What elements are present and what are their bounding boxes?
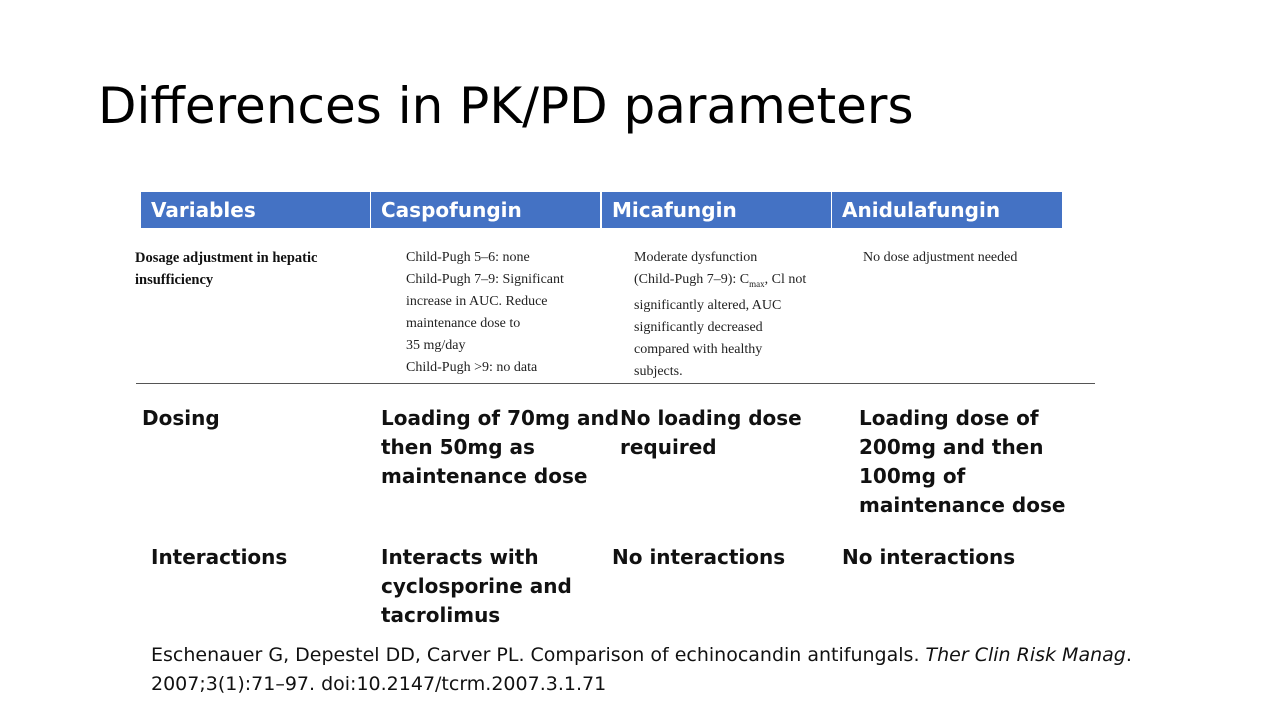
hepatic-anidulafungin: No dose adjustment needed [863, 250, 1018, 265]
dosing-row-label: Dosing [142, 406, 220, 430]
header-variables [141, 192, 370, 228]
hepatic-row-label: Dosage adjustment in hepatic insufficiency [135, 250, 318, 288]
header-anidulafungin-label: Anidulafungin [842, 198, 1001, 222]
header-variables-label: Variables [151, 198, 256, 222]
header-micafungin [602, 192, 831, 228]
citation-journal: Ther Clin Risk Manag [925, 644, 1126, 666]
interactions-caspofungin: Interacts with cyclosporine and tacrolimus [381, 545, 572, 627]
table-divider [136, 383, 1095, 384]
header-micafungin-label: Micafungin [612, 198, 737, 222]
interactions-micafungin: No interactions [612, 545, 786, 569]
dosing-anidulafungin: Loading dose of 200mg and then 100mg of maintenance dose [859, 406, 1066, 517]
slide-title: Differences in PK/PD parameters [98, 77, 914, 135]
header-caspofungin [371, 192, 600, 228]
interactions-anidulafungin: No interactions [842, 545, 1016, 569]
citation: Eschenauer G, Depestel DD, Carver PL. Comparison of echinocandin antifungals. Ther Clin Risk Manag. 2007;3(1):71–97. doi:10.2147/tcrm.2007.3.1.71 [151, 641, 1132, 699]
citation-details: 2007;3(1):71–97. doi:10.2147/tcrm.2007.3.1.71 [151, 673, 607, 695]
dosing-caspofungin: Loading of 70mg and then 50mg as maintenance dose [381, 406, 620, 488]
hepatic-micafungin: Moderate dysfunction (Child-Pugh 7–9): $C_{max}$, Cl not significantly altered, AUC significantly decreased compared with healthy subjects. [634, 250, 807, 379]
interactions-row-label: Interactions [151, 545, 288, 569]
citation-authors-title: Eschenauer G, Depestel DD, Carver PL. Comparison of echinocandin antifungals. [151, 644, 926, 666]
header-anidulafungin [832, 192, 1062, 228]
dosing-micafungin: No loading dose required [620, 406, 802, 459]
header-caspofungin-label: Caspofungin [381, 198, 522, 222]
hepatic-caspofungin: Child-Pugh 5–6: none Child-Pugh 7–9: Significant increase in AUC. Reduce maintenance dose to 35 mg/day Child-Pugh >9: no data [406, 250, 564, 375]
